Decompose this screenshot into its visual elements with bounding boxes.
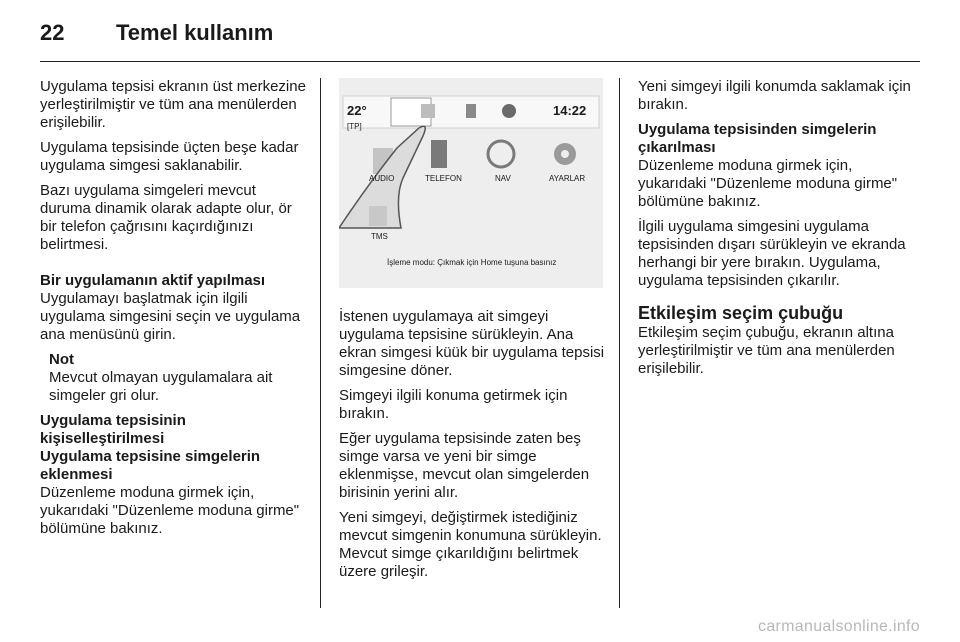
column-1 xyxy=(40,78,310,545)
tp-badge: [TP] xyxy=(347,122,362,131)
column-3 xyxy=(638,78,918,385)
temperature-readout: 22° xyxy=(347,103,367,118)
nav-tray-icon xyxy=(502,104,516,118)
telefon-icon xyxy=(431,140,447,168)
section-heading: Uygulama tepsisinin kişiselleştirilmesi xyxy=(40,412,186,447)
telefon-label: TELEFON xyxy=(425,174,462,183)
clock-readout: 14:22 xyxy=(553,103,587,118)
paragraph: Yeni simgeyi, değiştirmek istediğiniz mevcut simgenin konumuna sürükleyin. Mevcut simge çıkarıldığını belirtmek üzere grileşir. xyxy=(339,509,602,580)
paragraph: Düzenleme moduna girmek için, yukarıdaki "Düzenleme moduna girme" bölümüne bakınız. xyxy=(638,157,898,210)
edit-mode-status-line: İşleme modu: Çıkmak için Home tuşuna basınız xyxy=(387,258,557,267)
nav-label: NAV xyxy=(495,174,511,183)
section-heading: Bir uygulamanın aktif yapılması xyxy=(40,272,266,289)
paragraph: Uygulama tepsisinde üçten beşe kadar uygulama simgesi saklanabilir. xyxy=(40,139,299,174)
page-title: Temel kullanım xyxy=(116,20,274,45)
note-title: Not xyxy=(49,351,74,368)
paragraph: Uygulama tepsisi ekranın üst merkezine yerleştirilmiştir ve tüm ana menülerden erişilebilir. xyxy=(40,78,306,131)
tms-icon xyxy=(369,206,387,226)
paragraph: Düzenleme moduna girmek için, yukarıdaki "Düzenleme moduna girme" bölümüne bakınız. xyxy=(40,484,300,537)
phone-tray-icon xyxy=(466,104,476,118)
section-heading: Uygulama tepsisinden simgelerin çıkarılması xyxy=(638,121,877,156)
column-divider-2 xyxy=(619,78,620,608)
edit-mode-illustration xyxy=(339,78,603,288)
spacer xyxy=(40,261,310,272)
subsection-heading: Uygulama tepsisine simgelerin eklenmesi xyxy=(40,448,261,483)
column-2 xyxy=(339,78,609,588)
tray-slot-icon xyxy=(421,104,435,118)
paragraph: İlgili uygulama simgesini uygulama tepsisinden dışarı sürükleyin ve ekranda herhangi bir yere bırakın. Uygulama, uygulama tepsisinden çıkarılır. xyxy=(638,218,906,289)
paragraph: İstenen uygulamaya ait simgeyi uygulama tepsisine sürükleyin. Ana ekran simgesi küük bir uygulama tepsisi simgesine döner. xyxy=(339,308,605,379)
paragraph: Yeni simgeyi ilgili konumda saklamak için bırakın. xyxy=(638,78,911,113)
note-box xyxy=(40,351,310,405)
ayarlar-label: AYARLAR xyxy=(549,174,586,183)
column-divider-1 xyxy=(320,78,321,608)
audio-label: AUDIO xyxy=(369,174,395,183)
paragraph: Eğer uygulama tepsisinde zaten beş simge varsa ve yeni bir simge eklenmişse, mevcut olan simgelerden birisinin yerini alır. xyxy=(339,430,590,501)
tms-label: TMS xyxy=(371,232,388,241)
paragraph: Uygulamayı başlatmak için ilgili uygulama simgesini seçin ve uygulama ana menüsünü girin. xyxy=(40,290,301,343)
paragraph: Bazı uygulama simgeleri mevcut duruma dinamik olarak adapte olur, ör bir telefon çağrısını kaçırdığınızı belirtmesi. xyxy=(40,182,292,253)
page-number: 22 xyxy=(40,20,65,45)
watermark: carmanualsonline.info xyxy=(758,618,920,635)
major-heading: Etkileşim seçim çubuğu xyxy=(638,303,844,323)
paragraph: Simgeyi ilgili konuma getirmek için bırakın. xyxy=(339,387,568,422)
header-rule xyxy=(40,61,920,62)
note-body: Mevcut olmayan uygulamalara ait simgeler gri olur. xyxy=(49,369,273,404)
paragraph: Etkileşim seçim çubuğu, ekranın altına yerleştirilmiştir ve tüm ana menülerden erişilebilir. xyxy=(638,324,895,377)
